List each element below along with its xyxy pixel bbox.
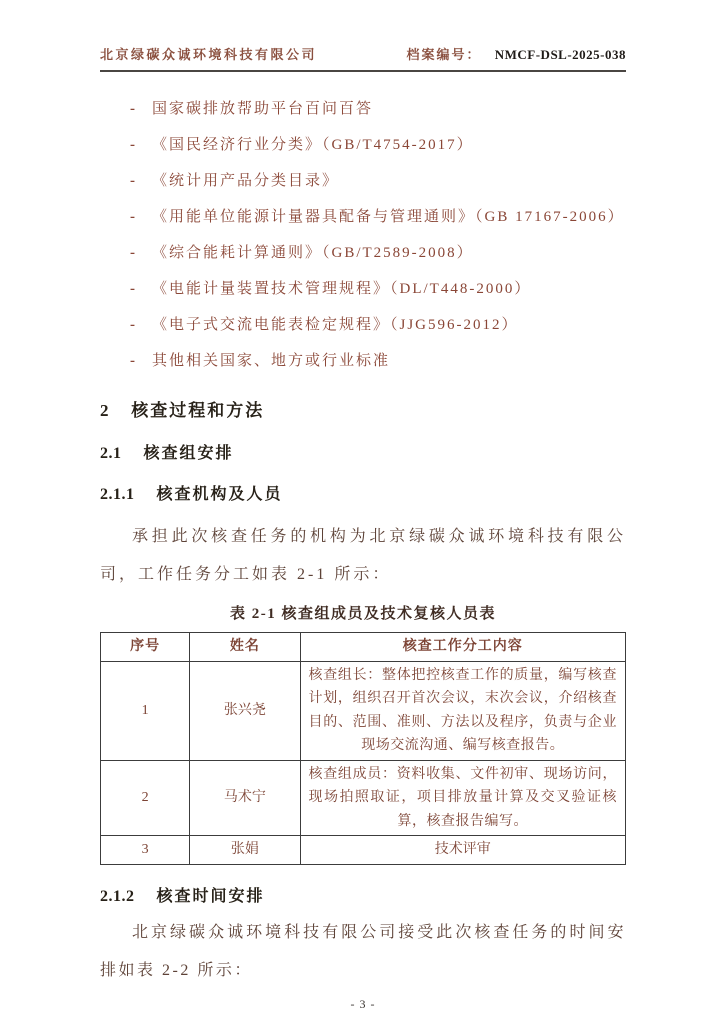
list-item — [100, 350, 626, 372]
section-title: 核查过程和方法 — [131, 401, 265, 420]
section-heading-2 — [100, 396, 626, 421]
list-bullet: - — [130, 281, 137, 297]
section-number: 2.1.2 — [100, 887, 135, 905]
list-bullet: - — [130, 245, 137, 261]
table-row — [101, 661, 626, 760]
list-bullet: - — [130, 317, 137, 333]
list-item-text: 国家碳排放帮助平台百问百答 — [152, 101, 374, 117]
column-header-no: 序号 — [101, 633, 190, 662]
column-header-name: 姓名 — [190, 633, 300, 662]
section-title: 核查机构及人员 — [156, 486, 283, 503]
cell-duty: 技术评审 — [300, 836, 626, 865]
table-row — [101, 760, 626, 836]
cell-name: 马术宁 — [190, 760, 300, 836]
table-row — [101, 836, 626, 865]
paragraph-schedule-intro: 北京绿碳众诚环境科技有限公司接受此次核查任务的时间安排如表 2-2 所示： — [100, 923, 626, 979]
archive-number-group — [406, 44, 626, 63]
archive-number-label: 档案编号： — [406, 47, 482, 62]
cell-no: 2 — [101, 760, 190, 836]
table-header-row — [101, 633, 626, 662]
list-item-text: 其他相关国家、地方或行业标准 — [152, 353, 391, 369]
list-item — [100, 98, 626, 120]
company-name: 北京绿碳众诚环境科技有限公司 — [100, 47, 318, 62]
archive-number-value: NMCF-DSL-2025-038 — [494, 47, 626, 62]
reference-list — [100, 98, 626, 372]
cell-name: 张娟 — [190, 836, 300, 865]
cell-duty: 核查组成员：资料收集、文件初审、现场访问，现场拍照取证，项目排放量计算及交叉验证核算，核查报告编写。 — [300, 760, 626, 836]
document-header — [100, 44, 626, 72]
verification-team-table — [100, 632, 626, 865]
list-bullet: - — [130, 101, 137, 117]
page-number: - 3 - — [350, 996, 376, 1011]
list-bullet: - — [130, 353, 137, 369]
list-item-text: 《用能单位能源计量器具配备与管理通则》（GB 17167-2006） — [152, 209, 625, 225]
list-item-text: 《综合能耗计算通则》（GB/T2589-2008） — [152, 245, 474, 261]
list-item — [100, 314, 626, 336]
list-item — [100, 206, 626, 228]
list-item-text: 《统计用产品分类目录》 — [152, 173, 340, 189]
column-header-duty: 核查工作分工内容 — [300, 633, 626, 662]
list-item — [100, 170, 626, 192]
section-title: 核查时间安排 — [156, 887, 265, 905]
list-item — [100, 278, 626, 300]
cell-name: 张兴尧 — [190, 661, 300, 760]
section-heading-2-1-2 — [100, 883, 626, 906]
list-bullet: - — [130, 137, 137, 153]
section-number: 2.1 — [100, 445, 122, 462]
list-item — [100, 242, 626, 264]
list-item-text: 《电能计量装置技术管理规程》（DL/T448-2000） — [152, 281, 532, 297]
section-number: 2 — [100, 401, 109, 420]
list-item — [100, 134, 626, 156]
section-title: 核查组安排 — [143, 445, 234, 462]
cell-no: 3 — [101, 836, 190, 865]
list-item-text: 《电子式交流电能表检定规程》（JJG596-2012） — [152, 317, 519, 333]
section-heading-2-1 — [100, 440, 626, 463]
cell-no: 1 — [101, 661, 190, 760]
list-bullet: - — [130, 209, 137, 225]
section-heading-2-1-1 — [100, 481, 626, 504]
cell-duty: 核查组长：整体把控核查工作的质量，编写核查计划，组织召开首次会议，末次会议，介绍核查目的、范围、准则、方法以及程序，负责与企业现场交流沟通、编写核查报告。 — [300, 661, 626, 760]
paragraph-agency-intro: 承担此次核查任务的机构为北京绿碳众诚环境科技有限公司，工作任务分工如表 2-1 所示： — [100, 528, 626, 583]
section-number: 2.1.1 — [100, 486, 135, 503]
list-bullet: - — [130, 173, 137, 189]
list-item-text: 《国民经济行业分类》（GB/T4754-2017） — [152, 137, 474, 153]
table-caption: 表 2-1 核查组成员及技术复核人员表 — [230, 606, 496, 622]
